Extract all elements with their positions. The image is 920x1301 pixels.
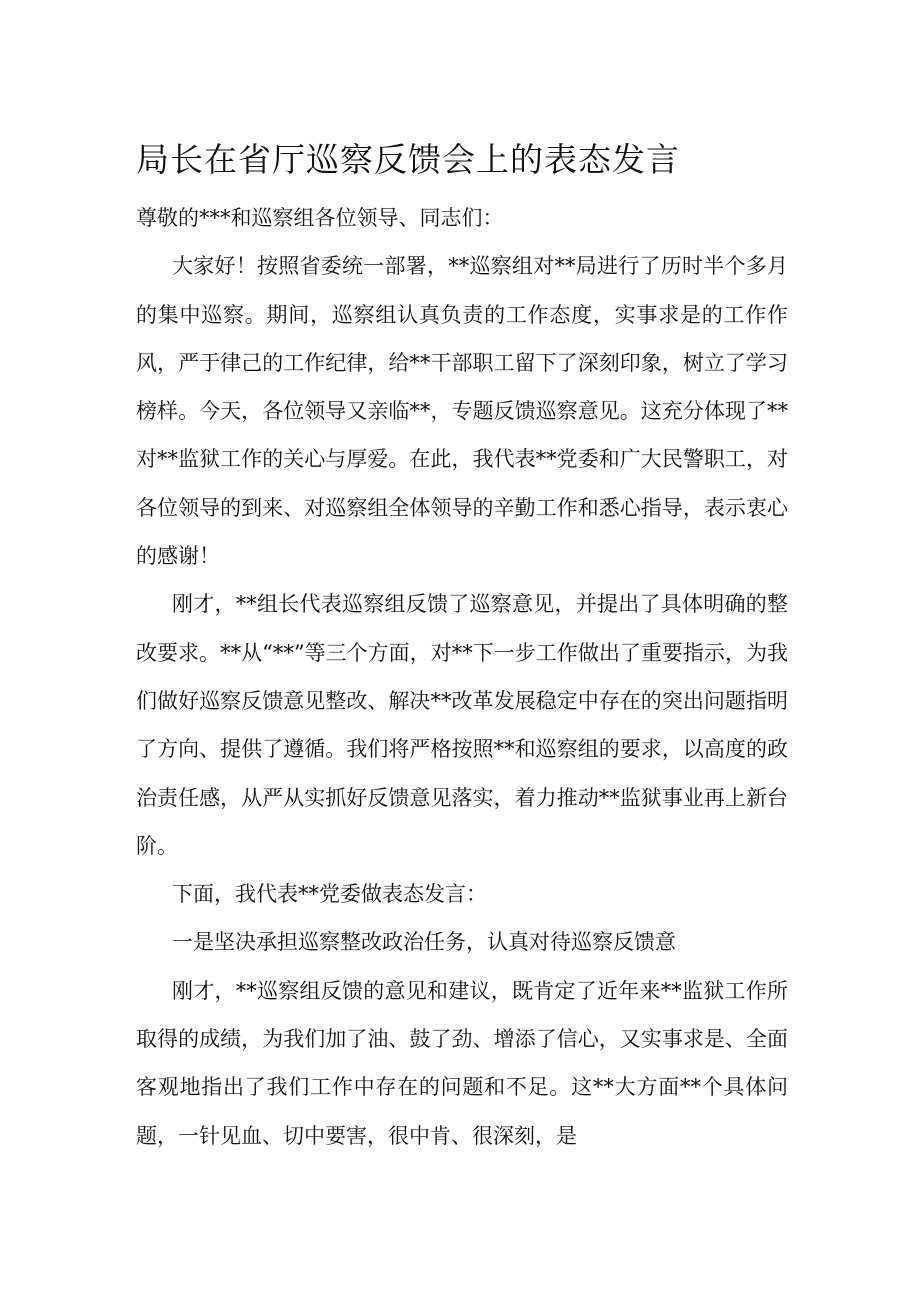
paragraph-feedback: 刚才，**组长代表巡察组反馈了巡察意见，并提出了具体明确的整改要求。**从“**”等三个方面，对**下一步工作做出了重要指示，为我们做好巡察反馈意见整改、解决**改革发展稳定中存在的突出问题指明了方向、提供了遵循。我们将严格按照**和巡察组的要求，以高度的政治责任感，从严从实抓好反馈意见落实，着力推动**监狱事业再上新台阶。 [136, 592, 788, 858]
salutation: 尊敬的***和巡察组各位领导、同志们： [136, 206, 504, 230]
paragraph-statement-intro: 下面，我代表**党委做表态发言： [172, 882, 487, 907]
paragraph-section-body: 刚才，**巡察组反馈的意见和建议，既肯定了近年来**监狱工作所取得的成绩，为我们加了油、鼓了劲、增添了信心，又实事求是、全面客观地指出了我们工作中存在的问题和不足。这**大方面**个具体问题，一针见血、切中要害，很中肯、很深刻，是 [136, 978, 788, 1148]
document-title: 局长在省厅巡察反馈会上的表态发言 [136, 140, 680, 179]
section-heading: 一是坚决承担巡察整改政治任务，认真对待巡察反馈意 [172, 930, 676, 955]
document-body [136, 194, 788, 1160]
paragraph-greeting: 大家好！按照省委统一部署，**巡察组对**局进行了历时半个多月的集中巡察。期间，巡察组认真负责的工作态度，实事求是的工作作风，严于律己的工作纪律，给**干部职工留下了深刻印象，树立了学习榜样。今天，各位领导又亲临**，专题反馈巡察意见。这充分体现了**对**监狱工作的关心与厚爱。在此，我代表**党委和广大民警职工，对各位领导的到来、对巡察组全体领导的辛勤工作和悉心指导，表示衷心的感谢！ [136, 254, 788, 569]
